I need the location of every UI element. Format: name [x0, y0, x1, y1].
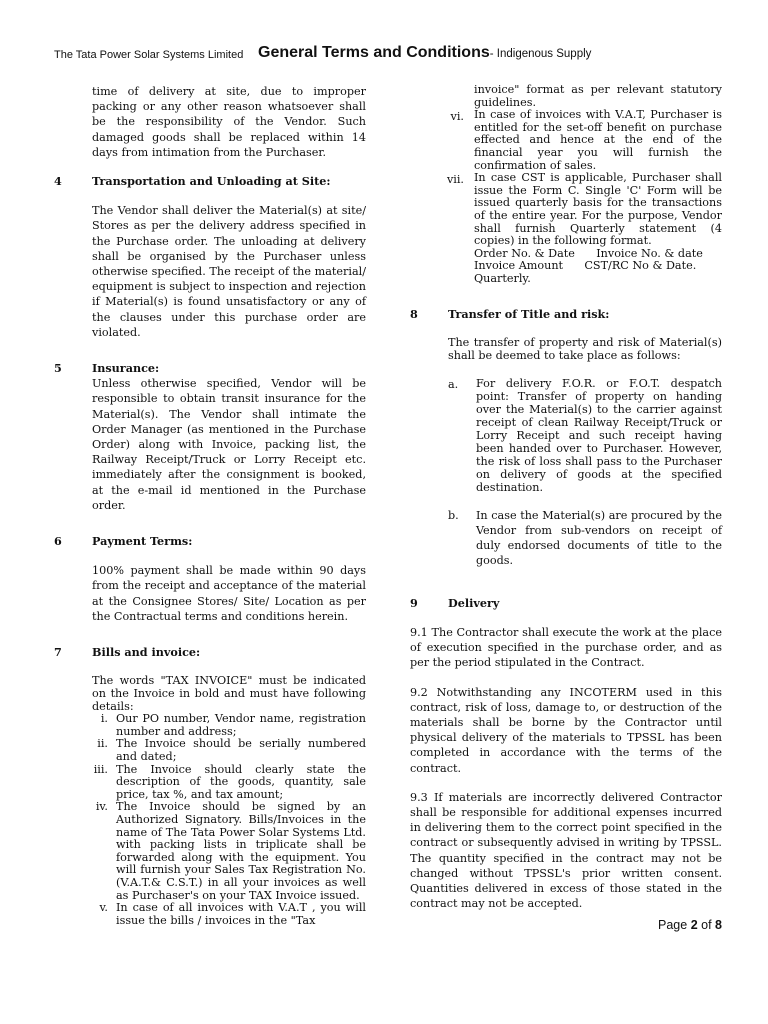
- section-8-body: The transfer of property and risk of Material(s) shall be deemed to take place as follows:: [448, 335, 722, 363]
- section-title: Payment Terms:: [92, 534, 193, 549]
- section-4-body: The Vendor shall deliver the Material(s) at site/ Stores as per the delivery address specified in the Purchase order. The unloading at delivery shall be organised by the Purchaser unless otherwise specified. The receipt of the material/ equipment is subject to inspection and rejection if Material(s) is found unsatisfactory or any of the clauses under this purchase order are violated.: [92, 204, 366, 339]
- list-text: In case of all invoices with V.A.T , you will issue the bills / invoices in the "Tax: [116, 901, 366, 927]
- right-column: [410, 84, 722, 911]
- section-number: 4: [54, 174, 62, 189]
- list-marker: iv.: [95, 800, 108, 814]
- page-of: of: [701, 918, 712, 932]
- section-number: 6: [54, 534, 62, 549]
- list-marker: a.: [448, 377, 459, 391]
- section-number: 5: [54, 361, 62, 376]
- list-text: The Invoice should be signed by an Authorized Signatory. Bills/Invoices in the name of The Tata Power Solar Systems Ltd. with packing lists in triplicate shall be forwarded along with the equipment. You will furnish your Sales Tax Registration No. (V.A.T.& C.S.T.) in all your invoices as well as Purchaser's on your TAX Invoice issued.: [116, 800, 366, 902]
- list-item: [54, 738, 366, 763]
- section-5-body: Unless otherwise specified, Vendor will be responsible to obtain transit insurance for the Material(s). The Vendor shall intimate the Order Manager (as mentioned in the Purchase Order) along with Invoice, packing list, the Railway Receipt/Truck or Lorry Receipt etc. immediately after the consignment is booked, at the e-mail id mentioned in the Purchase order.: [92, 377, 366, 512]
- document-title: [258, 44, 591, 62]
- list-marker: v.: [99, 901, 108, 915]
- section-title: Bills and invoice:: [92, 645, 201, 660]
- section-number: 8: [410, 306, 418, 321]
- left-column: [54, 84, 366, 927]
- list-item: [54, 902, 366, 927]
- list-marker: vi.: [450, 110, 464, 124]
- section-4-heading: [54, 174, 366, 189]
- section-title: Insurance:: [92, 361, 160, 376]
- format-line: Quarterly.: [474, 271, 531, 285]
- page-number: [658, 918, 722, 932]
- list-marker: vii.: [446, 173, 464, 187]
- section-6-body: 100% payment shall be made within 90 days from the receipt and acceptance of the material at the Consignee Stores/ Site/ Location as per the Contractual terms and conditions herein.: [92, 564, 366, 623]
- section-5-heading: [54, 361, 366, 376]
- company-name: The Tata Power Solar Systems Limited: [54, 49, 244, 61]
- format-line: Invoice Amount CST/RC No & Date.: [474, 259, 697, 273]
- list-item: [448, 508, 722, 568]
- list-text: The Invoice should clearly state the description of the goods, quantity, sale price, tax %, and tax amount;: [116, 762, 366, 801]
- delivery-clause-9-2: 9.2 Notwithstanding any INCOTERM used in this contract, risk of loss, damage to, or destruction of the materials shall be borne by the Contractor until physical delivery of the materials to TPSSL has been completed in accordance with the terms of the contract.: [410, 685, 722, 775]
- list-marker: iii.: [93, 762, 108, 776]
- list-marker: ii.: [97, 737, 108, 751]
- list-item: [54, 764, 366, 802]
- list-text: In case the Material(s) are procured by the Vendor from sub-vendors on receipt of duly endorsed documents of title to the goods.: [476, 508, 722, 567]
- list-marker: i.: [100, 712, 108, 726]
- page-header: [54, 44, 734, 68]
- section-title: Delivery: [448, 595, 500, 610]
- intro-paragraph: time of delivery at site, due to improper packing or any other reason whatsoever shall be the responsibility of the Vendor. Such damaged goods shall be replaced within 14 days from intimation from the Purchaser.: [92, 85, 366, 159]
- section-9-heading: [410, 596, 722, 611]
- section-number: 9: [410, 595, 418, 610]
- list-text: In case of invoices with V.A.T, Purchaser is entitled for the set-off benefit on purchase effected and hence at the end of the financial year you will furnish the confirmation of sales.: [474, 108, 722, 172]
- section-7-body: The words "TAX INVOICE" must be indicated on the Invoice in bold and must have following details:: [92, 674, 366, 714]
- list-text: For delivery F.O.R. or F.O.T. despatch point: Transfer of property on handing over the Material(s) to the carrier against receipt of clean Railway Receipt/Truck or Lorry Receipt and such receipt having been handed over to Purchaser. However, the risk of loss shall pass to the Purchaser on delivery of goods at the specified destination.: [476, 376, 722, 494]
- page-word: Page: [658, 918, 688, 932]
- section-title: Transportation and Unloading at Site:: [92, 174, 331, 189]
- list-item: [448, 377, 722, 494]
- section-number: 7: [54, 645, 62, 660]
- delivery-clause-9-3: 9.3 If materials are incorrectly delivered Contractor shall be responsible for additional expenses incurred in delivering them to the correct point specified in the contract or subsequently advised in writing by TPSSL. The quantity specified in the contract may not be changed without TPSSL's prior written consent. Quantities delivered in excess of those stated in the contract may not be accepted.: [410, 790, 722, 911]
- title-subtitle: - Indigenous Supply: [489, 48, 592, 60]
- section-6-heading: [54, 534, 366, 549]
- list-marker: b.: [448, 508, 459, 522]
- list-text: invoice" format as per relevant statutory guidelines.: [474, 83, 722, 109]
- section-title: Transfer of Title and risk:: [448, 306, 610, 321]
- list-item: [410, 172, 722, 248]
- delivery-clause-9-1: 9.1 The Contractor shall execute the work at the place of execution specified in the purchase order, and as per the period stipulated in the Contract.: [410, 625, 722, 670]
- list-item-continued: [410, 84, 722, 109]
- section-8-heading: [410, 307, 722, 322]
- page-current: 2: [690, 918, 698, 932]
- quarterly-format: [410, 248, 722, 286]
- list-text: Our PO number, Vendor name, registration number and address;: [116, 712, 366, 738]
- format-line: Order No. & Date Invoice No. & date: [474, 246, 703, 260]
- list-item: [54, 801, 366, 902]
- list-item: [54, 713, 366, 738]
- section-7-heading: [54, 645, 366, 660]
- title-main: General Terms and Conditions: [258, 44, 490, 61]
- page-total: 8: [715, 918, 722, 932]
- list-text: In case CST is applicable, Purchaser shall issue the Form C. Single 'C' Form will be issued quarterly basis for the transactions of the entire year. For the purpose, Vendor shall furnish Quarterly statement (4 copies) in the following format.: [474, 171, 722, 248]
- list-item: [410, 109, 722, 172]
- list-text: The Invoice should be serially numbered and dated;: [116, 737, 366, 764]
